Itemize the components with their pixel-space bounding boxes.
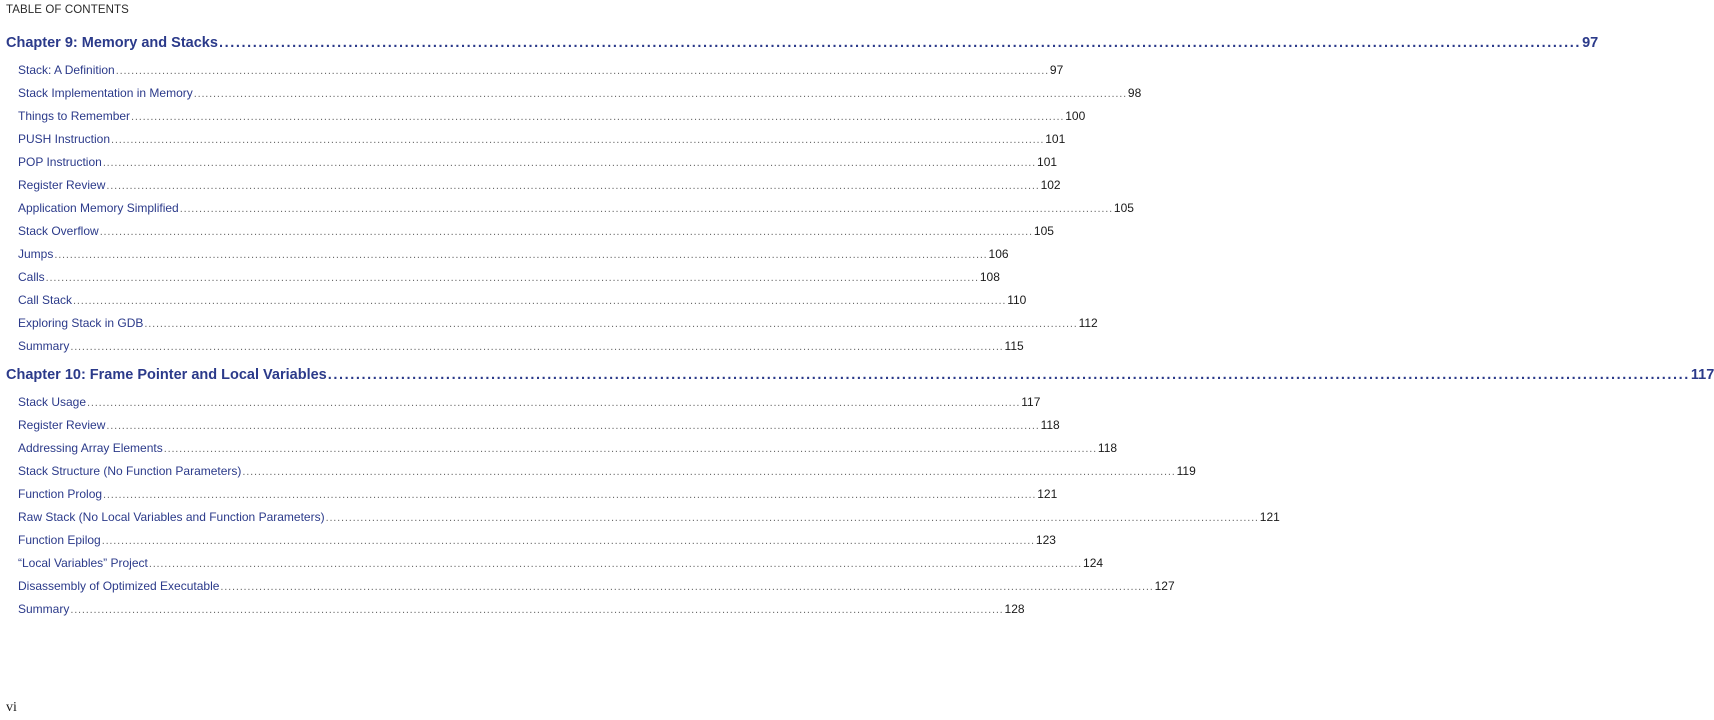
toc-entry[interactable] <box>0 339 1024 353</box>
dot-leader <box>220 581 1153 593</box>
dot-leader <box>103 157 1036 169</box>
dot-leader <box>144 318 1077 330</box>
entry-page-number: 123 <box>1035 533 1056 547</box>
toc-entry[interactable] <box>0 316 1098 330</box>
toc-entry[interactable] <box>0 510 1280 524</box>
entry-page-number: 115 <box>1004 339 1024 353</box>
entry-title: Application Memory Simplified <box>18 201 179 215</box>
toc-entry[interactable] <box>0 155 1058 169</box>
dot-leader <box>103 489 1036 501</box>
entry-page-number: 119 <box>1176 464 1196 478</box>
dot-leader <box>70 604 1003 616</box>
toc-entry[interactable] <box>0 418 1060 432</box>
toc-entry[interactable] <box>0 224 1054 238</box>
entry-title: Exploring Stack in GDB <box>18 316 144 330</box>
entry-title: Function Epilog <box>18 533 101 547</box>
dot-leader <box>46 272 979 284</box>
dot-leader <box>73 295 1006 307</box>
dot-leader <box>219 35 1581 51</box>
entry-page-number: 97 <box>1049 63 1064 77</box>
entry-title: Summary <box>18 602 70 616</box>
entry-title: Disassembly of Optimized Executable <box>18 579 220 593</box>
toc-entry[interactable] <box>0 270 1000 284</box>
chapter-title: Chapter 9: Memory and Stacks <box>6 35 218 51</box>
chapter-title: Chapter 10: Frame Pointer and Local Variables <box>6 367 327 383</box>
entry-page-number: 127 <box>1154 579 1175 593</box>
toc-chapter-9[interactable] <box>0 35 1599 51</box>
dot-leader <box>149 558 1082 570</box>
entry-title: Summary <box>18 339 70 353</box>
entry-title: Stack: A Definition <box>18 63 115 77</box>
entry-page-number: 110 <box>1007 293 1027 307</box>
entry-title: Stack Structure (No Function Parameters) <box>18 464 242 478</box>
entry-title: Raw Stack (No Local Variables and Function Parameters) <box>18 510 325 524</box>
entry-title: Stack Overflow <box>18 224 99 238</box>
entry-title: Stack Implementation in Memory <box>18 86 193 100</box>
toc-entry[interactable] <box>0 63 1064 77</box>
dot-leader <box>87 397 1020 409</box>
entry-page-number: 102 <box>1040 178 1061 192</box>
entry-title: Calls <box>18 270 45 284</box>
entry-title: “Local Variables” Project <box>18 556 148 570</box>
entry-page-number: 105 <box>1033 224 1054 238</box>
entry-title: Addressing Array Elements <box>18 441 163 455</box>
entry-page-number: 124 <box>1083 556 1104 570</box>
entry-title: Register Review <box>18 178 106 192</box>
toc-entry[interactable] <box>0 464 1196 478</box>
toc-chapter-10[interactable] <box>0 367 1714 383</box>
entry-page-number: 100 <box>1065 109 1086 123</box>
dot-leader <box>100 226 1033 238</box>
toc-entry[interactable] <box>0 602 1025 616</box>
toc-entry[interactable] <box>0 395 1041 409</box>
dot-leader <box>102 535 1035 547</box>
dot-leader <box>326 512 1259 524</box>
entry-title: Register Review <box>18 418 106 432</box>
dot-leader <box>328 367 1690 383</box>
dot-leader <box>242 466 1175 478</box>
entry-page-number: 106 <box>988 247 1009 261</box>
chapter-page-number: 97 <box>1582 35 1599 51</box>
dot-leader <box>116 65 1049 77</box>
toc-entry[interactable] <box>0 556 1104 570</box>
toc-entry[interactable] <box>0 533 1056 547</box>
dot-leader <box>111 134 1044 146</box>
dot-leader <box>70 341 1003 353</box>
toc-entry[interactable] <box>0 293 1027 307</box>
toc-entry[interactable] <box>0 579 1175 593</box>
entry-title: Jumps <box>18 247 54 261</box>
entry-title: Things to Remember <box>18 109 131 123</box>
entry-page-number: 98 <box>1127 86 1142 100</box>
toc-entry[interactable] <box>0 132 1066 146</box>
running-header: TABLE OF CONTENTS <box>6 4 129 16</box>
dot-leader <box>106 420 1039 432</box>
dot-leader <box>131 111 1064 123</box>
entry-page-number: 112 <box>1078 316 1098 330</box>
toc-entry[interactable] <box>0 247 1009 261</box>
entry-page-number: 121 <box>1037 487 1058 501</box>
entry-page-number: 108 <box>979 270 1000 284</box>
entry-page-number: 121 <box>1259 510 1280 524</box>
dot-leader <box>164 443 1097 455</box>
entry-title: Call Stack <box>18 293 73 307</box>
entry-page-number: 101 <box>1037 155 1058 169</box>
entry-title: POP Instruction <box>18 155 102 169</box>
entry-title: Stack Usage <box>18 395 87 409</box>
entry-page-number: 105 <box>1113 201 1134 215</box>
toc-entry[interactable] <box>0 441 1118 455</box>
toc-entry[interactable] <box>0 178 1061 192</box>
entry-page-number: 118 <box>1097 441 1118 455</box>
entry-title: PUSH Instruction <box>18 132 111 146</box>
toc-entry[interactable] <box>0 109 1086 123</box>
toc-entry[interactable] <box>0 86 1142 100</box>
chapter-page-number: 117 <box>1690 367 1714 383</box>
toc-entry[interactable] <box>0 201 1134 215</box>
dot-leader <box>54 249 987 261</box>
entry-page-number: 101 <box>1045 132 1066 146</box>
entry-title: Function Prolog <box>18 487 103 501</box>
entry-page-number: 128 <box>1004 602 1025 616</box>
entry-page-number: 117 <box>1021 395 1041 409</box>
dot-leader <box>106 180 1039 192</box>
entry-page-number: 118 <box>1040 418 1060 432</box>
dot-leader <box>194 88 1127 100</box>
page-folio: vi <box>6 700 17 715</box>
dot-leader <box>180 203 1113 215</box>
toc-entry[interactable] <box>0 487 1058 501</box>
